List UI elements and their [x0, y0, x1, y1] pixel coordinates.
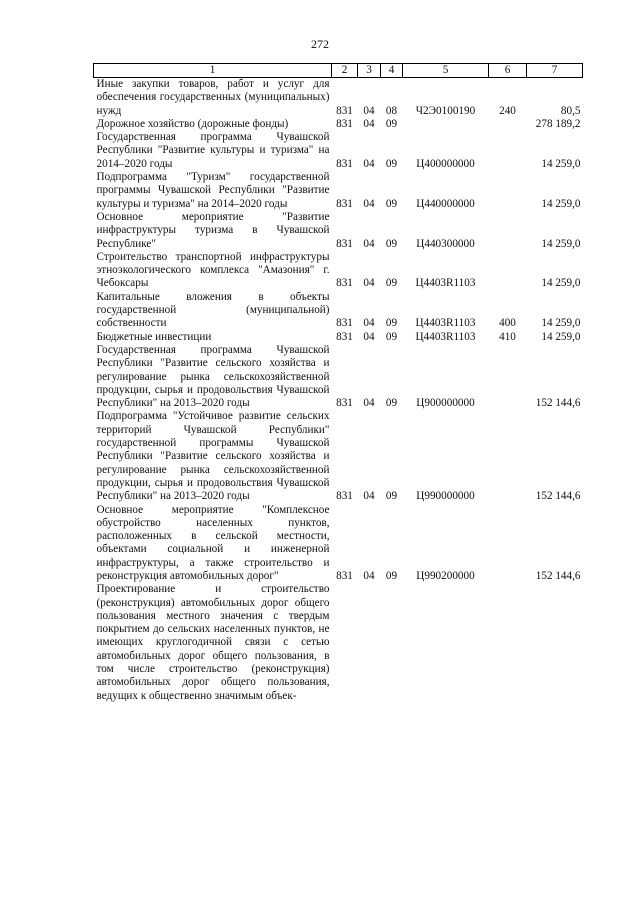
row-subsection: 09	[385, 330, 398, 343]
row-admin-code: 831	[336, 104, 353, 117]
row-expense-type: 400	[499, 317, 516, 330]
table-row	[94, 131, 583, 171]
row-admin-code: 831	[336, 157, 353, 170]
row-name: Проектирование и строительство (реконструкция) автомобильных дорог общего пользования местного значения с твердым покрытием до сельских населенных пунктов, не имеющих круглогодичной связи с сетью автомобильных дорог общего пользования, в том числе строительство (реконструкция) автомобильных дорог общего пользования, ведущих к общественно значимым объек-	[96, 583, 330, 702]
header-row	[94, 64, 583, 78]
row-subsection: 08	[385, 104, 398, 117]
row-amount: 14 259,0	[541, 197, 581, 210]
row-amount: 152 144,6	[535, 397, 581, 410]
table-row	[94, 344, 583, 410]
row-amount: 14 259,0	[541, 330, 581, 343]
table-row	[94, 171, 583, 211]
row-section	[358, 583, 381, 703]
row-section: 04	[363, 317, 375, 330]
row-name: Основное мероприятие "Комплексное обустройство населенных пунктов, расположенных в сельской местности, объектами социальной и инженерной инфраструктуры, а также строительство и реконструкция автомобильных дорог"	[96, 503, 330, 582]
row-subsection: 09	[385, 490, 398, 503]
header-cell: 5	[403, 64, 489, 78]
row-admin-code: 831	[336, 277, 353, 290]
row-name: Подпрограмма "Устойчивое развитие сельских территорий Чувашской Республики" государственной программы Чувашской Республики "Развитие сельского хозяйства и регулирование рынка сельскохозяйственной продукции, сырья и продовольствия Чувашской Республики" на 2013–2020 годы	[96, 410, 330, 503]
row-expense-type	[489, 504, 527, 584]
page-number: 272	[311, 37, 329, 51]
row-section: 04	[363, 277, 375, 290]
row-target-article: Ц440000000	[416, 197, 475, 210]
row-amount: 14 259,0	[541, 157, 581, 170]
row-expense-type	[489, 211, 527, 251]
table-row	[94, 331, 583, 344]
row-name: Строительство транспортной инфраструктуры этноэкологического комплекса "Амазония" г. Чебоксары	[96, 250, 330, 290]
row-target-article: Ц990000000	[416, 490, 475, 503]
row-section: 04	[363, 237, 375, 250]
row-target-article: Ц400000000	[416, 157, 475, 170]
header-cell: 6	[489, 64, 527, 78]
row-admin-code: 831	[336, 397, 353, 410]
row-section: 04	[363, 117, 375, 130]
row-admin-code: 831	[336, 197, 353, 210]
row-section: 04	[363, 397, 375, 410]
table-row	[94, 211, 583, 251]
row-amount: 278 189,2	[535, 117, 581, 130]
row-section: 04	[363, 104, 375, 117]
row-amount: 80,5	[560, 104, 581, 117]
row-expense-type	[489, 410, 527, 503]
row-subsection: 09	[385, 397, 398, 410]
header-cell: 3	[358, 64, 381, 78]
header-cell: 2	[332, 64, 358, 78]
row-target-article: Ц990200000	[416, 569, 475, 582]
row-admin-code: 831	[336, 490, 353, 503]
row-target-article: Ц4403R1103	[415, 330, 476, 343]
table-row	[94, 583, 583, 703]
row-name: Капитальные вложения в объекты государственной (муниципальной) собственности	[96, 290, 330, 330]
row-subsection: 09	[385, 277, 398, 290]
table-row	[94, 410, 583, 503]
row-name: Подпрограмма "Туризм" государственной программы Чувашской Республики "Развитие культуры и туризма" на 2014–2020 годы	[96, 171, 330, 210]
row-amount: 152 144,6	[535, 569, 581, 582]
row-admin-code: 831	[336, 117, 353, 130]
header-cell: 4	[381, 64, 403, 78]
row-admin-code	[332, 583, 358, 703]
row-admin-code: 831	[336, 330, 353, 343]
budget-table	[93, 63, 583, 703]
table-row	[94, 291, 583, 331]
row-subsection: 09	[385, 569, 398, 582]
row-expense-type: 240	[499, 104, 516, 117]
row-name: Государственная программа Чувашской Республики "Развитие культуры и туризма" на 2014–2020 годы	[96, 131, 330, 170]
row-admin-code: 831	[336, 237, 353, 250]
row-expense-type	[489, 251, 527, 291]
row-target-article: Ц4403R1103	[415, 277, 476, 290]
row-expense-type	[489, 344, 527, 410]
row-target-article: Ч2Э0100190	[415, 104, 476, 117]
row-expense-type: 410	[499, 330, 516, 343]
row-expense-type	[489, 583, 527, 703]
header-cell: 1	[94, 64, 332, 78]
row-amount: 14 259,0	[541, 237, 581, 250]
row-target-article: Ц440300000	[416, 237, 475, 250]
row-admin-code: 831	[336, 317, 353, 330]
row-name: Дорожное хозяйство (дорожные фонды)	[96, 117, 289, 130]
row-subsection: 09	[385, 237, 398, 250]
row-amount: 14 259,0	[541, 277, 581, 290]
row-target-article: Ц4403R1103	[415, 317, 476, 330]
row-target-article: Ц900000000	[416, 397, 475, 410]
row-section: 04	[363, 330, 375, 343]
row-subsection: 09	[385, 117, 398, 130]
row-section: 04	[363, 197, 375, 210]
row-amount: 152 144,6	[535, 490, 581, 503]
row-name: Иные закупки товаров, работ и услуг для обеспечения государственных (муниципальных) нужд	[96, 78, 330, 117]
row-subsection: 09	[385, 197, 398, 210]
row-amount	[527, 583, 583, 703]
table-row	[94, 118, 583, 131]
row-name: Государственная программа Чувашской Республики "Развитие сельского хозяйства и регулирование рынка сельскохозяйственной продукции, сырья и продовольствия Чувашской Республики" на 2013–2020 годы	[96, 343, 330, 410]
row-section: 04	[363, 569, 375, 582]
header-cell: 7	[527, 64, 583, 78]
table-row	[94, 78, 583, 118]
row-expense-type	[489, 171, 527, 211]
row-subsection: 09	[385, 157, 398, 170]
row-name: Основное мероприятие "Развитие инфраструктуры туризма в Чувашской Республике"	[96, 210, 330, 250]
row-admin-code: 831	[336, 569, 353, 582]
table-row	[94, 251, 583, 291]
row-subsection: 09	[385, 317, 398, 330]
table-row	[94, 504, 583, 584]
row-expense-type	[489, 118, 527, 131]
row-section: 04	[363, 157, 375, 170]
row-amount: 14 259,0	[541, 317, 581, 330]
row-expense-type	[489, 131, 527, 171]
row-target-article	[403, 583, 489, 703]
row-section: 04	[363, 490, 375, 503]
row-name: Бюджетные инвестиции	[96, 330, 212, 343]
row-subsection	[381, 583, 403, 703]
row-target-article	[403, 118, 489, 131]
